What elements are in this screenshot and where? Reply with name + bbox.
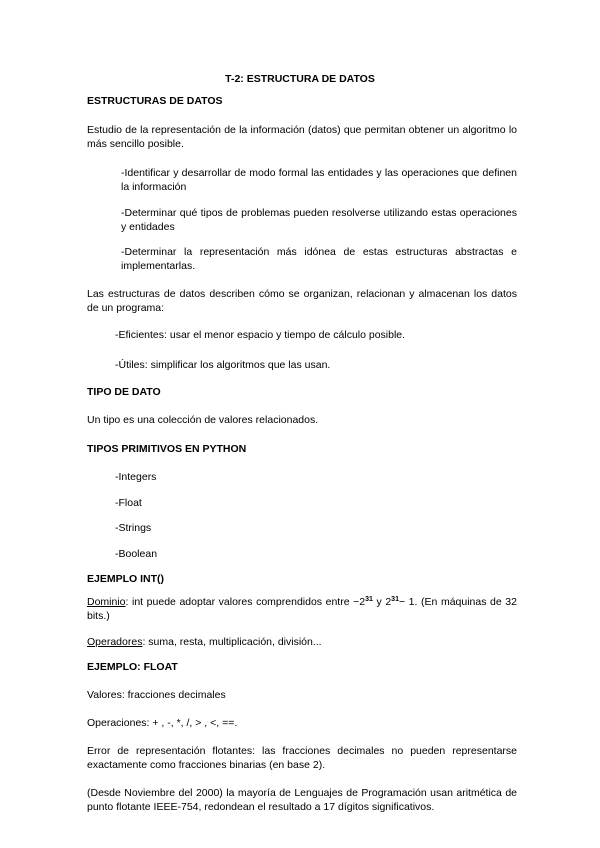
paragraph-valores: Valores: fracciones decimales [87,689,226,701]
heading-primitivos: TIPOS PRIMITIVOS EN PYTHON [87,443,247,455]
paragraph-ieee: (Desde Noviembre del 2000) la mayoría de Lenguajes de Programación usan aritmética de punto flotante IEEE-754, redondean el resultado a 17 dígitos significativos. [87,787,517,813]
paragraph-dominio [87,595,517,623]
primitive-type-item: -Float [115,497,142,509]
dominio-text: : int puede adoptar valores comprendidos entre −2 [125,596,366,608]
primitive-type-item: -Strings [115,522,152,534]
operadores-text: : suma, resta, multiplicación, división... [142,636,322,648]
paragraph-error: Error de representación flotantes: las fracciones decimales no pueden representarse exactamente como fracciones binarias (en base 2). [87,745,517,771]
heading-tipo-dato: TIPO DE DATO [87,386,161,398]
heading-ejemplo-float: EJEMPLO: FLOAT [87,661,178,673]
paragraph-description: Las estructuras de datos describen cómo se organizan, relacionan y almacenan los datos de un programa: [87,288,517,314]
primitive-type-item: -Integers [115,471,157,483]
dominio-label: Dominio [87,596,126,608]
paragraph-operaciones: Operaciones: + , -, *, /, > , <, ==. [87,717,238,729]
paragraph-intro: Estudio de la representación de la información (datos) que permitan obtener un algoritmo lo más sencillo posible. [87,124,517,150]
primitive-type-item: -Boolean [115,548,158,560]
dominio-text: y 2 [372,596,392,608]
exponent: 31 [365,596,373,603]
bullet-item: -Útiles: simplificar los algoritmos que las usan. [115,359,331,371]
paragraph-operadores [87,635,322,649]
heading-ejemplo-int: EJEMPLO INT() [87,573,165,585]
paragraph-tipo-dato: Un tipo es una colección de valores relacionados. [87,414,319,426]
exponent: 31 [391,596,399,603]
objective-item: -Determinar la representación más idónea de estas estructuras abstractas e implementarlas. [121,246,517,272]
dominio-text: − 1. (En máquinas de 32 bits.) [87,596,517,622]
objective-item: -Identificar y desarrollar de modo formal las entidades y las operaciones que definen la información [121,167,517,193]
heading-estructuras: ESTRUCTURAS DE DATOS [87,95,223,107]
bullet-item: -Eficientes: usar el menor espacio y tiempo de cálculo posible. [115,329,406,341]
objective-item: -Determinar qué tipos de problemas pueden resolverse utilizando estas operaciones y entidades [121,207,517,233]
page-title: T-2: ESTRUCTURA DE DATOS [225,73,375,85]
operadores-label: Operadores [87,636,143,648]
